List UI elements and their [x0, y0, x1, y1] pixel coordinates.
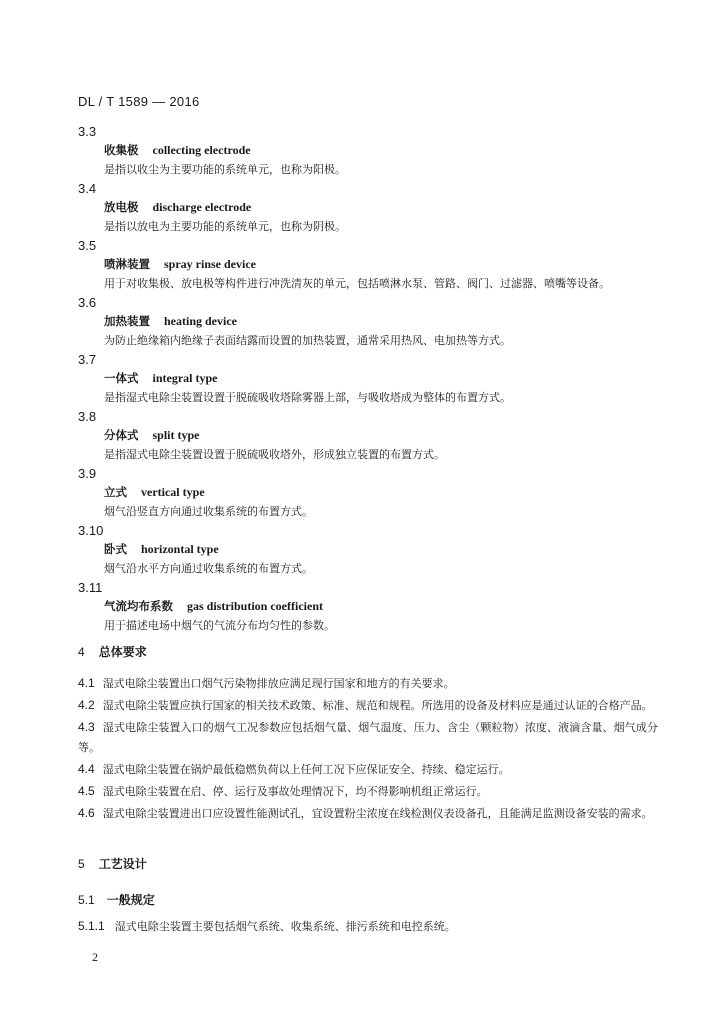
- clause-text: 湿式电除尘装置进出口应设置性能测试孔，宜设置粉尘浓度在线检测仪表设备孔，且能满足监测设备安装的需求。: [102, 807, 653, 820]
- subsection-number: 5.1: [78, 893, 95, 907]
- term-number: 3.3: [78, 124, 97, 139]
- term-number: 3.11: [78, 580, 103, 595]
- term-title: [78, 255, 658, 274]
- term-definition: 是指湿式电除尘装置设置于脱硫吸收塔除雾器上部，与吸收塔成为整体的布置方式。: [104, 391, 511, 404]
- terms-list: [78, 122, 658, 635]
- standard-code-header: DL / T 1589 — 2016: [78, 94, 200, 109]
- term-en: split type: [152, 428, 200, 442]
- clause-number: 4.1: [78, 676, 95, 690]
- term-entry: [78, 521, 658, 578]
- clause: [78, 918, 456, 934]
- clause-number: 4.2: [78, 698, 95, 712]
- term-definition: 用于对收集极、放电极等构件进行冲洗清灰的单元，包括喷淋水泵、管路、阀门、过滤器、喷嘴等设备。: [104, 277, 610, 290]
- term-definition: 用于描述电场中烟气的气流分布均匀性的参数。: [104, 619, 335, 632]
- term-entry: [78, 236, 658, 293]
- clause: [78, 717, 658, 758]
- clause-text: 湿式电除尘装置主要包括烟气系统、收集系统、排污系统和电控系统。: [114, 920, 456, 933]
- term-number: 3.7: [78, 352, 97, 367]
- term-zh: 放电极: [104, 200, 139, 214]
- section-title: 总体要求: [98, 645, 147, 659]
- term-zh: 收集极: [104, 143, 139, 157]
- clause-number: 4.6: [78, 806, 95, 820]
- term-en: collecting electrode: [152, 143, 251, 157]
- term-number: 3.5: [78, 238, 97, 253]
- term-title: [78, 597, 658, 616]
- clause: [78, 695, 658, 716]
- section-number: 5: [78, 857, 85, 871]
- clause: [78, 673, 658, 694]
- clause-text: 湿式电除尘装置应执行国家的相关技术政策、标准、规范和规程。所选用的设备及材料应是通过认证的合格产品。: [102, 699, 653, 712]
- clause-text: 湿式电除尘装置在启、停、运行及事故处理情况下，均不得影响机组正常运行。: [102, 785, 488, 798]
- clause-number: 5.1.1: [78, 919, 105, 933]
- section-number: 4: [78, 645, 85, 659]
- term-number: 3.4: [78, 181, 97, 196]
- term-definition: 烟气沿水平方向通过收集系统的布置方式。: [104, 562, 313, 575]
- term-title: [78, 426, 658, 445]
- clause: [78, 781, 658, 802]
- term-number: 3.9: [78, 466, 97, 481]
- term-definition: 是指湿式电除尘装置设置于脱硫吸收塔外，形成独立装置的布置方式。: [104, 448, 445, 461]
- term-entry: [78, 293, 658, 350]
- term-definition: 是指以收尘为主要功能的系统单元，也称为阳极。: [104, 163, 346, 176]
- subsection-5-1-heading: [78, 891, 155, 908]
- term-zh: 加热装置: [104, 314, 150, 328]
- term-title: [78, 483, 658, 502]
- term-zh: 一体式: [104, 371, 139, 385]
- clause-text: 湿式电除尘装置入口的烟气工况参数应包括烟气量、烟气温度、压力、含尘（颗粒物）浓度、液滴含量、烟气成分等。: [78, 721, 658, 754]
- term-title: [78, 198, 658, 217]
- term-entry: [78, 350, 658, 407]
- term-definition: 为防止绝缘箱内绝缘子表面结露而设置的加热装置，通常采用热风、电加热等方式。: [104, 334, 511, 347]
- term-title: [78, 312, 658, 331]
- term-zh: 喷淋装置: [104, 257, 150, 271]
- term-en: heating device: [164, 314, 237, 328]
- section-title: 工艺设计: [98, 857, 147, 871]
- clause-text: 湿式电除尘装置出口烟气污染物排放应满足现行国家和地方的有关要求。: [102, 677, 455, 690]
- clause-number: 4.4: [78, 762, 95, 776]
- clause-number: 4.5: [78, 784, 95, 798]
- term-number: 3.6: [78, 295, 97, 310]
- term-en: spray rinse device: [164, 257, 256, 271]
- page-number: 2: [92, 950, 98, 964]
- section-4-clauses: [78, 673, 658, 825]
- term-title: [78, 141, 658, 160]
- term-definition: 烟气沿竖直方向通过收集系统的布置方式。: [104, 505, 313, 518]
- section-5-heading: [78, 855, 147, 872]
- term-definition: 是指以放电为主要功能的系统单元，也称为阴极。: [104, 220, 346, 233]
- section-4-heading: [78, 643, 147, 660]
- term-en: vertical type: [141, 485, 205, 499]
- clause: [78, 759, 658, 780]
- term-en: horizontal type: [141, 542, 219, 556]
- term-entry: [78, 578, 658, 635]
- term-number: 3.10: [78, 523, 104, 538]
- subsection-title: 一般规定: [106, 893, 155, 907]
- term-number: 3.8: [78, 409, 97, 424]
- term-entry: [78, 179, 658, 236]
- term-zh: 卧式: [104, 542, 127, 556]
- term-en: gas distribution coefficient: [187, 599, 323, 613]
- term-zh: 分体式: [104, 428, 139, 442]
- clause-text: 湿式电除尘装置在锅炉最低稳燃负荷以上任何工况下应保证安全、持续、稳定运行。: [102, 763, 510, 776]
- term-zh: 气流均布系数: [104, 599, 173, 613]
- term-entry: [78, 464, 658, 521]
- term-title: [78, 369, 658, 388]
- term-en: integral type: [152, 371, 218, 385]
- term-entry: [78, 407, 658, 464]
- term-zh: 立式: [104, 485, 127, 499]
- term-entry: [78, 122, 658, 179]
- clause-number: 4.3: [78, 720, 95, 734]
- clause: [78, 803, 658, 824]
- term-title: [78, 540, 658, 559]
- term-en: discharge electrode: [152, 200, 252, 214]
